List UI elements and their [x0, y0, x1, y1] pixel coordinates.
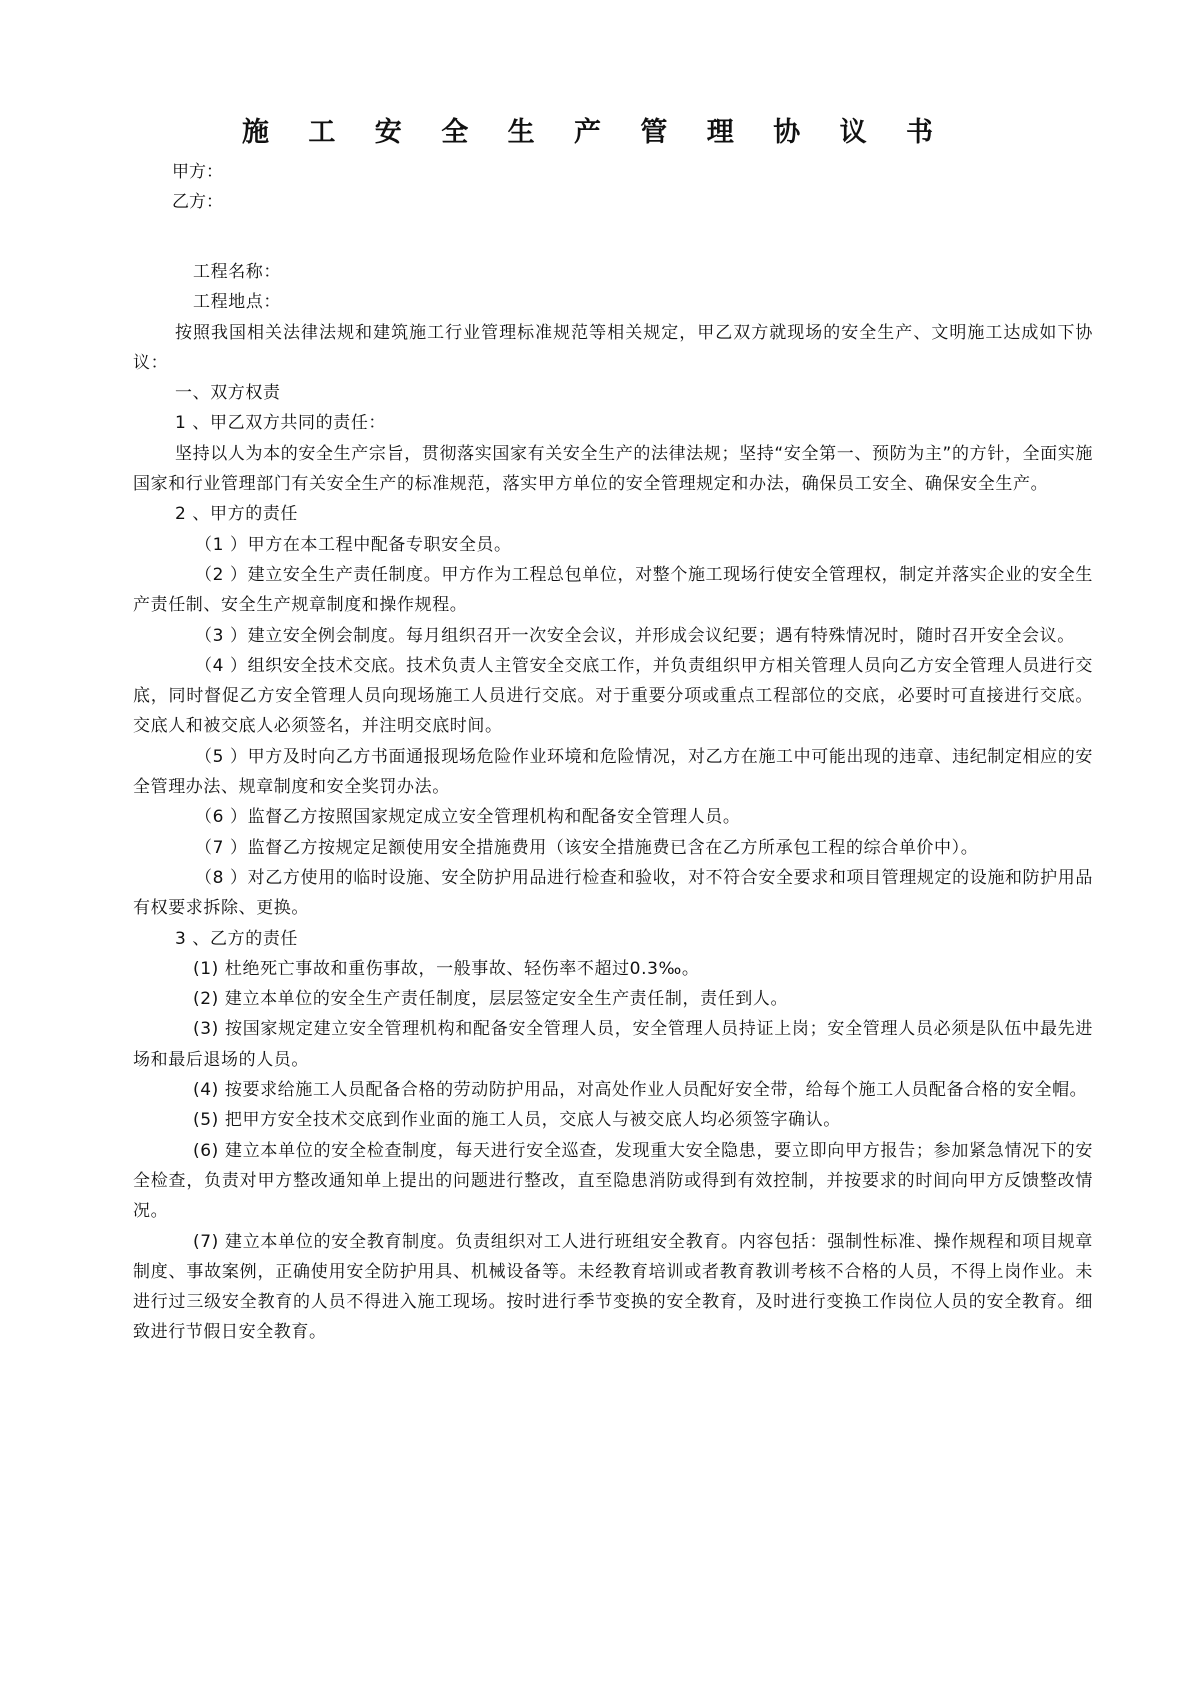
joint-responsibility-paragraph: 坚持以人为本的安全生产宗旨，贯彻落实国家有关安全生产的法律法规；坚持“安全第一、预防为主”的方针，全面实施国家和行业管理部门有关安全生产的标准规范，落实甲方单位的安全管理规定和办法，确保员工安全、确保安全生产。: [133, 443, 1093, 495]
subsection-heading: 2 、甲方的责任: [175, 504, 299, 525]
party-b-item: (1) 杜绝死亡事故和重伤事故，一般事故、轻伤率不超过0.3‰。: [193, 958, 700, 979]
party-b-label: 乙方：: [172, 192, 223, 212]
party-a-item: （6 ）监督乙方按照国家规定成立安全管理机构和配备安全管理人员。: [195, 807, 741, 828]
party-b-item: (6) 建立本单位的安全检查制度，每天进行安全巡查，发现重大安全隐患，要立即向甲方报告；参加紧急情况下的安全检查，负责对甲方整改通知单上提出的问题进行整改，直至隐患消防或得到有效控制，并按要求的时间向甲方反馈整改情况。: [133, 1140, 1093, 1222]
party-a-item: （8 ）对乙方使用的临时设施、安全防护用品进行检查和验收，对不符合安全要求和项目管理规定的设施和防护用品有权要求拆除、更换。: [133, 867, 1093, 919]
party-b-item: (3) 按国家规定建立安全管理机构和配备安全管理人员，安全管理人员持证上岗；安全管理人员必须是队伍中最先进场和最后退场的人员。: [133, 1019, 1093, 1070]
party-a-item: （2 ）建立安全生产责任制度。甲方作为工程总包单位，对整个施工现场行使安全管理权，制定并落实企业的安全生产责任制、安全生产规章制度和操作规程。: [133, 564, 1093, 616]
party-a-label: 甲方：: [172, 162, 223, 182]
party-b-item: (2) 建立本单位的安全生产责任制度，层层签定安全生产责任制，责任到人。: [193, 989, 789, 1010]
party-b-item: (4) 按要求给施工人员配备合格的劳动防护用品，对高处作业人员配好安全带，给每个施工人员配备合格的安全帽。: [193, 1080, 1088, 1101]
party-b-item: (7) 建立本单位的安全教育制度。负责组织对工人进行班组安全教育。内容包括：强制性标准、操作规程和项目规章制度、事故案例，正确使用安全防护用具、机械设备等。未经教育培训或者教育教训考核不合格的人员，不得上岗作业。未进行过三级安全教育的人员不得进入施工现场。按时进行季节变换的安全教育，及时进行变换工作岗位人员的安全教育。细致进行节假日安全教育。: [133, 1231, 1093, 1343]
party-a-item: （4 ）组织安全技术交底。技术负责人主管安全交底工作，并负责组织甲方相关管理人员向乙方安全管理人员进行交底，同时督促乙方安全管理人员向现场施工人员进行交底。对于重要分项或重点工程部位的交底，必要时可直接进行交底。交底人和被交底人必须签名，并注明交底时间。: [133, 655, 1093, 737]
party-b-item: (5) 把甲方安全技术交底到作业面的施工人员，交底人与被交底人均必须签字确认。: [193, 1110, 841, 1131]
subsection-heading: 3 、乙方的责任: [175, 928, 299, 949]
section-heading: 一、双方权责: [175, 383, 281, 404]
party-a-item: （1 ）甲方在本工程中配备专职安全员。: [195, 534, 512, 555]
party-a-item: （3 ）建立安全例会制度。每月组织召开一次安全会议，并形成会议纪要；遇有特殊情况时，随时召开安全会议。: [195, 625, 1075, 646]
document-title: 施 工 安 全 生 产 管 理 协 议 书: [242, 117, 948, 148]
party-a-item: （5 ）甲方及时向乙方书面通报现场危险作业环境和危险情况，对乙方在施工中可能出现的违章、违纪制定相应的安全管理办法、规章制度和安全奖罚办法。: [133, 746, 1093, 798]
intro-paragraph: 按照我国相关法律法规和建筑施工行业管理标准规范等相关规定，甲乙双方就现场的安全生产、文明施工达成如下协议：: [133, 322, 1093, 373]
project-name-field: 工程名称：: [193, 262, 281, 282]
party-a-item: （7 ）监督乙方按规定足额使用安全措施费用（该安全措施费已含在乙方所承包工程的综合单价中）。: [195, 837, 979, 858]
agreement-body: [133, 257, 1093, 1348]
project-location-field: 工程地点：: [193, 292, 281, 313]
subsection-heading: 1 、甲乙双方共同的责任：: [175, 413, 387, 434]
